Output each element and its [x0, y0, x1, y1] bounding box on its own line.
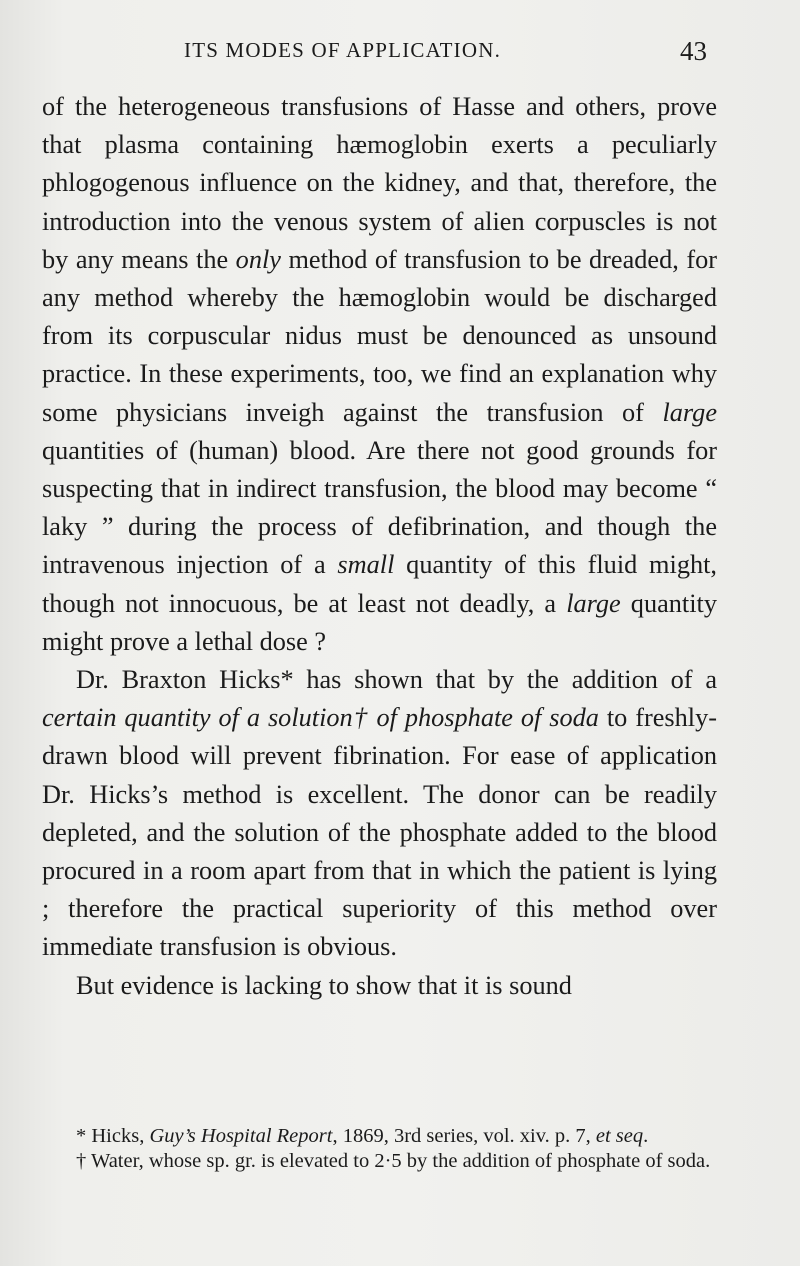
text-run: But evidence is lacking to show that it is sound — [76, 970, 572, 1000]
paragraph-3 — [42, 967, 717, 1005]
footnotes — [48, 1124, 720, 1173]
footnote-1 — [48, 1124, 720, 1149]
text-run: quantities of (human) blood. Are there not good grounds for suspecting that in indirect transfusion, the blood may become “ laky ” during the process of defibrination, and though the intravenous injection of a — [42, 435, 717, 580]
text-run: to freshly-drawn blood will prevent fibrination. For ease of application Dr. Hicks’s method is excellent. The donor can be readily depleted, and the solution of the phosphate added to the blood procured in a room apart from that in which the patient is lying ; therefore the practical superiority of this method over immediate transfusion is obvious. — [42, 703, 717, 962]
paragraph-2 — [42, 661, 717, 967]
text-run: quantity of this fluid might, though not innocuous, be at least not deadly, a — [42, 550, 717, 618]
paragraph-1 — [42, 88, 717, 661]
italic-run: small — [337, 550, 395, 580]
text-run: quantity might prove a lethal dose ? — [42, 588, 717, 656]
text-run: † Water, whose sp. gr. is elevated to 2·5 by the addition of phosphate of soda. — [76, 1149, 711, 1172]
page-header — [0, 34, 800, 74]
body-text — [42, 88, 717, 1005]
italic-run: large — [662, 397, 717, 427]
text-run: . — [643, 1125, 649, 1147]
text-run: * Hicks, — [76, 1125, 150, 1147]
italic-run: Guy’s Hospital Report — [149, 1125, 333, 1147]
italic-run: et seq — [595, 1125, 644, 1147]
italic-run: certain quantity of a solution† — [42, 703, 369, 733]
text-run: Dr. Braxton Hicks* has shown that by the addition of a — [76, 665, 717, 695]
italic-run: only — [235, 244, 281, 274]
italic-run: of phosphate of soda — [376, 703, 599, 733]
page-number: 43 — [680, 36, 707, 66]
text-run: method of transfusion to be dreaded, for any method whereby the hæmoglobin would be discharged from its corpuscular nidus must be denounced as unsound practice. In these experiments, too, we find an explanation why some physicians inveigh against the transfusion of — [42, 244, 717, 427]
text-run: of the heterogeneous transfusions of Hasse and others, prove that plasma containing hæmoglobin exerts a peculiarly phlogogenous influence on the kidney, and that, therefore, the introduction into the venous system of alien corpuscles is not by any means the — [42, 92, 717, 274]
footnote-2 — [48, 1149, 720, 1174]
text-run: , 1869, 3rd series, vol. xiv. p. 7, — [332, 1125, 596, 1147]
running-head: ITS MODES OF APPLICATION. — [184, 38, 502, 62]
italic-run: large — [566, 588, 621, 618]
